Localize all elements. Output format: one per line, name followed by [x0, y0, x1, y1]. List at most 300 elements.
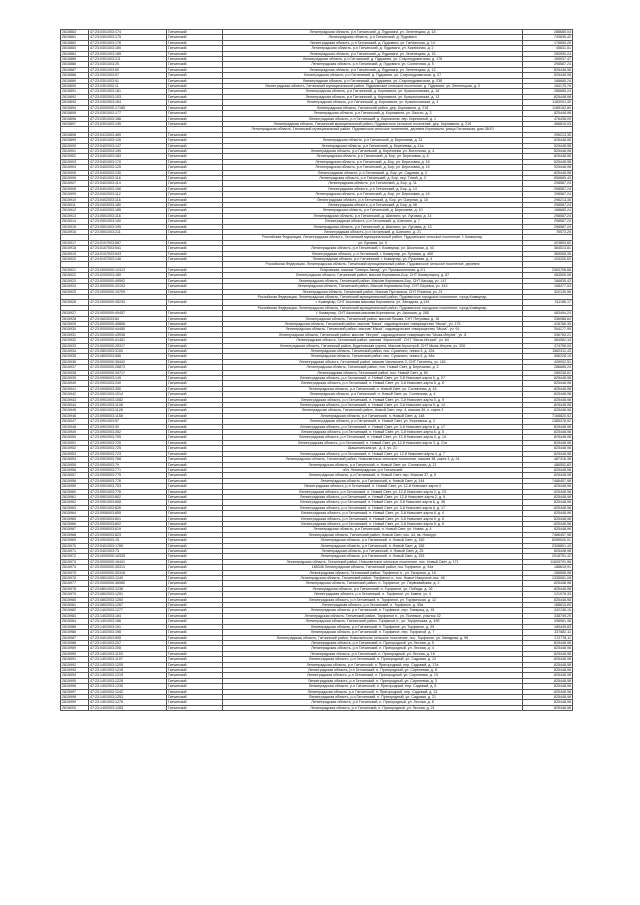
cell-district: Гатчинский [167, 473, 223, 478]
cell-cadastral-number: 47:24:0107003:146 [89, 257, 167, 262]
cell-district: Гатчинский [167, 397, 223, 402]
cell-address: Ленинградская область, р-н Гатчинский, п. Пригородный, ул. Сиреневая, д. 3 [223, 678, 523, 683]
cell-district: Гатчинский [167, 549, 223, 554]
cell-address: Ленинградская область, р-н Гатчинский, п. Новый Свет, д. 144 [223, 478, 523, 483]
cell-value: 525448,98 [523, 489, 573, 494]
cell-record-id: 2815940 [61, 381, 89, 386]
cell-value: 483494,24 [523, 311, 573, 316]
cell-record-id: 2815935 [61, 354, 89, 359]
cell-value: 825448,98 [523, 581, 573, 586]
cell-value: 121978,33 [523, 592, 573, 597]
cell-address: Ленинградская область, р-н Гатчинский, д. Шаглино, ул. Луговая, д. 13 [223, 224, 523, 229]
cell-cadastral-number: 47:23:0906003:819 [89, 527, 167, 532]
cell-value: 286685,24 [523, 365, 573, 370]
cell-value: 45631,51 [523, 46, 573, 51]
cell-cadastral-number: 47:23:0402003:125 [89, 165, 167, 170]
cell-address: Ленинградская область, Гатчинский муниципальный район, Пудомягское сельское поселение, деревня Корпикюля, улица Гатчинская, дом 36/10 [223, 127, 523, 132]
cell-address: Ленинградская область, Гатчинский район, дер. Корпикюля, д. 21б [223, 105, 523, 110]
cell-cadastral-number: 47:23:0802003:556 [89, 354, 167, 359]
cell-record-id: 2815976 [61, 576, 89, 581]
cell-address: Ленинградская область, р-н Гатчинский, п. Новый Свет, ул. 12-й Новосвет-карта 3, д. 14 [223, 435, 523, 440]
cell-record-id: 2815921 [61, 267, 89, 272]
cell-address: Российская Федерация, Ленинградская область, Гатчинский муниципальный район, Пудомягское городское поселение, город Коммунар, [223, 294, 523, 299]
cell-cadastral-number: 47:23:0301003:161 [89, 89, 167, 94]
cell-district: Гатчинский [167, 565, 223, 570]
cell-record-id: 2815925 [61, 289, 89, 294]
cell-district: Гатчинский [167, 678, 223, 683]
cell-district: Гатчинский [167, 311, 223, 316]
cell-district: Гатчинский [167, 289, 223, 294]
cell-cadastral-number: 47:23:0301003:211 [89, 57, 167, 62]
cell-record-id: 2815967 [61, 527, 89, 532]
cell-value: 825448,98 [523, 684, 573, 689]
cell-district: Гатчинский [167, 597, 223, 602]
cell-record-id: 2815887 [61, 67, 89, 72]
cell-record-id: 2815915 [61, 224, 89, 229]
cell-address: Российская Федерация, Ленинградская область, Гатчинский муниципальный район, Пудомягское сельское поселение, деревня [223, 262, 523, 267]
cell-record-id: 2815981 [61, 603, 89, 608]
cell-record-id: 2815958 [61, 478, 89, 483]
cell-district: Гатчинский [167, 181, 223, 186]
cell-record-id: 2815995 [61, 678, 89, 683]
cell-value: 298587,24 [523, 203, 573, 208]
cell-cadastral-number: 47:23:0501003:116 [89, 213, 167, 218]
cell-record-id: 2815973 [61, 559, 89, 564]
cell-cadastral-number: 47:23:0501003:150 [89, 219, 167, 224]
cell-value: 456228,15 [523, 354, 573, 359]
cell-cadastral-number: 47:23:0903003:725 [89, 446, 167, 451]
cell-value: 825448,98 [523, 705, 573, 710]
cell-address: Ленинградская область, р-н Гатчинский, п. Новый Свет, ул. 12-й Новосвет-карта 4 [223, 484, 523, 489]
cell-cadastral-number: 47:23:0412003:489 [89, 132, 167, 137]
cell-record-id: 2815914 [61, 219, 89, 224]
cell-value: 825448,98 [523, 111, 573, 116]
cell-record-id: 2815913 [61, 213, 89, 218]
cell-record-id: 2815960 [61, 489, 89, 494]
cell-value: 188615,91 [523, 565, 573, 570]
cell-address: Ленинградская область, р-н Гатчинский, д. Корпикюля, ул. Кузьмоловская, д. 3 [223, 100, 523, 105]
cell-district: Гатчинский [167, 332, 223, 337]
cell-cadastral-number: 47:23:0903003:768 [89, 457, 167, 462]
cell-address: Ленинградская область, р-н Гатчинский, д. Пудомяги, ул. Зеленецкая, д. 15 [223, 51, 523, 56]
cell-value: 825448,98 [523, 521, 573, 526]
cell-cadastral-number: 47:23:0000000:49457 [89, 311, 167, 316]
cell-district: Гатчинский [167, 94, 223, 99]
cell-value: 250590,24 [523, 51, 573, 56]
cell-cadastral-number: 47:23:0904003:79 [89, 462, 167, 467]
cell-value: 103200,63 [523, 257, 573, 262]
cell-district: Гатчинский [167, 84, 223, 89]
cell-value: 384582,34 [523, 338, 573, 343]
cell-district: Гатчинский [167, 57, 223, 62]
cell-value: 342138,15 [523, 608, 573, 613]
cell-address: Ленинградская область, Гатчинский район, Новосветское сельское поселение, пос. Торфяное, ул. Западная, д. 9б [223, 635, 523, 640]
table-row [61, 705, 573, 710]
cell-address: Ленинградская область, р-н Гатчинский, д. Бор, ул. Березовая, д. 16 [223, 192, 523, 197]
cell-value: 296213,35 [523, 197, 573, 202]
cell-address: Ленинградская область, р-н Гатчинский, п. Торфяное, ул. Победы, д. 26 [223, 586, 523, 591]
cell-district: Гатчинский [167, 213, 223, 218]
cell-value: 320130,98 [523, 289, 573, 294]
cell-cadastral-number: 47:23:0401003:595 [89, 635, 167, 640]
cell-address: г. Коммунар, СНТ Аксиома массива Корпикюля, ул. Аксиома, д. 285 [223, 311, 523, 316]
cell-cadastral-number: 47:23:1402003:184 [89, 613, 167, 618]
cell-district: Гатчинский [167, 154, 223, 159]
cell-cadastral-number: 47:23:0301003:186 [89, 116, 167, 121]
cell-address: Ленинградская область, р-н Гатчинский, д. Пудомяги, ул. Зеленецкая, д. 18 [223, 30, 523, 35]
cell-record-id: 2815983 [61, 613, 89, 618]
cell-value: 311186,17 [523, 300, 573, 305]
cell-record-id: 2815889 [61, 78, 89, 83]
cell-cadastral-number: 47:23:0000000:49592 [89, 278, 167, 283]
cell-record-id: 2815994 [61, 673, 89, 678]
cell-cadastral-number: 47:23:0901003:776 [89, 489, 167, 494]
cell-cadastral-number: 47:23:1401003:1276 [89, 700, 167, 705]
cell-value: 825448,98 [523, 446, 573, 451]
cell-record-id: 2815937 [61, 365, 89, 370]
cell-cadastral-number: 47:23:1401003:186 [89, 619, 167, 624]
cell-cadastral-number: 47:23:0901003:1014 [89, 392, 167, 397]
cell-value: 7486457,98 [523, 478, 573, 483]
cell-cadastral-number: 47:23:0000000:25317 [89, 343, 167, 348]
cell-cadastral-number: 47:23:1402003:191 [89, 624, 167, 629]
cell-cadastral-number: 47:23:0902003:705 [89, 435, 167, 440]
cell-cadastral-number: 47:23:0401003:170 [89, 159, 167, 164]
cell-district: Гатчинский [167, 376, 223, 381]
cell-value: 2308801,44 [523, 543, 573, 548]
cell-address: Ленинградская область, р-н Гатчинский, д. Бор, ул. Березовая, д. 16 [223, 159, 523, 164]
cell-district: Гатчинский [167, 392, 223, 397]
cell-district: Гатчинский [167, 684, 223, 689]
cell-value: 288685,24 [523, 89, 573, 94]
cell-value: 743635,42 [523, 35, 573, 40]
cell-cadastral-number: 47:23:0904003:15 [89, 538, 167, 543]
cell-value: 483505,08 [523, 273, 573, 278]
cell-value: 298587,24 [523, 213, 573, 218]
cell-cadastral-number: 47:23:0802003:1251 [89, 592, 167, 597]
cell-value: 1185152,80 [523, 105, 573, 110]
cell-address: Ленинградская область, р-н Гатчинский, п. Новый Свет, д. 148 [223, 413, 523, 418]
cell-district: Гатчинский [167, 246, 223, 251]
cell-address: Ленинградская область, Гатчинский район, массив "Агрострой", СНТ "Мыза-Ингрия", уч. 84 [223, 338, 523, 343]
cell-district: Гатчинский [167, 705, 223, 710]
cell-district: Гатчинский [167, 240, 223, 245]
cell-district: Гатчинский [167, 484, 223, 489]
cell-value: 856665,43 [523, 175, 573, 180]
cell-cadastral-number: 47:23:1402003:198 [89, 630, 167, 635]
cell-district: Гатчинский [167, 327, 223, 332]
cell-value: 825448,98 [523, 467, 573, 472]
cell-address: Ленинградская область, Гатчинский район, массив "Мыза", садоводческое товарищество "Мыза", уч. 175 [223, 321, 523, 326]
cell-cadastral-number: 47:23:0000000:41451 [89, 338, 167, 343]
cell-value: 825448,98 [523, 549, 573, 554]
cell-record-id: 2815901 [61, 148, 89, 153]
cell-cadastral-number: 47:23:0301003:174 [89, 30, 167, 35]
cell-record-id: 2815953 [61, 451, 89, 456]
cell-value: 825448,98 [523, 597, 573, 602]
cell-cadastral-number: 47:23:0501003:211 [89, 230, 167, 235]
cell-value: 825448,98 [523, 694, 573, 699]
cell-address: Ленинградская область, р-н Гатчинский, п. Пригородный, ул. Лесная, д. 16 [223, 651, 523, 656]
cell-cadastral-number: 47:23:0202003:189 [89, 273, 167, 278]
cell-cadastral-number: 47:23:0000000:28873 [89, 365, 167, 370]
cell-address: Ленинградская область, Гатчинский район, Массив Корпикюля-Бор, СНТ Березка, уч. 443 [223, 284, 523, 289]
cell-address: 188346 Ленинградская область, Гатчинский район, пос Торфяное, д. 94а [223, 565, 523, 570]
cell-address: Ленинградская область, р-н Гатчинский, п. Новый Свет, ул. 3-й Новосвет-карта 5, д. 6 [223, 516, 523, 521]
cell-record-id: 2815980 [61, 597, 89, 602]
cell-district: Гатчинский [167, 430, 223, 435]
cell-value: 476438,09 [523, 116, 573, 121]
cell-cadastral-number: 47:23:0301003:176 [89, 40, 167, 45]
cell-address: Ленинградская область, Гатчинский район, пос. Сусанино, линия 4, д. 84а [223, 354, 523, 359]
cell-district: Гатчинский [167, 132, 223, 137]
cell-district: Гатчинский [167, 159, 223, 164]
cell-cadastral-number: 47:23:0906003:823 [89, 532, 167, 537]
cell-record-id: 2815964 [61, 511, 89, 516]
cell-value: 825448,98 [523, 148, 573, 153]
cell-cadastral-number: 47:23:0302003:164 [89, 100, 167, 105]
cell-value: 158477,53 [523, 284, 573, 289]
cell-district: Гатчинский [167, 505, 223, 510]
cell-value: 825448,98 [523, 657, 573, 662]
cell-address: г. Коммунар, СНТ Аксиома массива Корпикюля, ул. Западная, д.134 [223, 300, 523, 305]
cell-cadastral-number: 47:23:0000000:36980 [89, 581, 167, 586]
cell-cadastral-number: 47:23:0402003:159 [89, 148, 167, 153]
cell-record-id: 2815895 [61, 111, 89, 116]
cell-district: Гатчинский [167, 494, 223, 499]
cell-cadastral-number: 47:23:1401003:207 [89, 640, 167, 645]
cell-cadastral-number: 47:23:0501003:195 [89, 224, 167, 229]
cell-record-id: 2815928 [61, 316, 89, 321]
cell-address: Шашичинская ул., д. 4, уч. 21 [223, 446, 523, 451]
cell-cadastral-number: 47:23:0905003:776 [89, 478, 167, 483]
cell-address: Ленинградская область, р-н Гатчинский, п. Новый Свет, ул. Солнечная, д. 21 [223, 462, 523, 467]
cell-cadastral-number: 47:23:1401003:1228 [89, 678, 167, 683]
cell-record-id: 2815902 [61, 154, 89, 159]
cell-district: Гатчинский [167, 224, 223, 229]
cell-cadastral-number: 47:23:0301003:190 [89, 121, 167, 126]
cell-cadastral-number: 47:23:0000000:44485 [89, 327, 167, 332]
cell-record-id: 2815961 [61, 494, 89, 499]
cell-value: 298587,24 [523, 181, 573, 186]
cell-address: Ленинградская область, р-н Гатчинский, п. Пригородный, ул. Сиреневая, д. 8 [223, 667, 523, 672]
cell-cadastral-number: 47:23:0302003:153 [89, 94, 167, 99]
cell-address: Ленинградская область, Гатчинский район, массив Чаплыгина-3, СНТ Гатчинец, уч. 181 [223, 359, 523, 364]
cell-record-id: 2815955 [61, 462, 89, 467]
cell-address: Ленинградская область, р-н Гатчинский, д. Березнева, д. 31 [223, 138, 523, 143]
cell-address: Ленинградская область, р-н Гатчинский, п. Пригородный, пер. Садовый, д. 13 [223, 689, 523, 694]
cell-record-id: 2815881 [61, 35, 89, 40]
cell-address: Ленинградская область, р-н Гатчинский, п. Пригородный, ул. Садовая, д. 21 [223, 694, 523, 699]
cell-record-id: 2815945 [61, 408, 89, 413]
cell-value: 166635,42 [523, 278, 573, 283]
cell-address: Ленинградская область, р-н Гатчинский, п. Новый Свет, д. 25 [223, 549, 523, 554]
cell-district: Гатчинский [167, 543, 223, 548]
cell-address: Ленинградская область, р-н Гатчинский, п. Новый Свет, ул. Новая, д. 4 [223, 527, 523, 532]
cell-cadastral-number: 47:23:0000000:45868 [89, 321, 167, 326]
cell-district: Гатчинский [167, 457, 223, 462]
cell-record-id: 2815882 [61, 40, 89, 45]
cell-record-id: 2815906 [61, 175, 89, 180]
cell-cadastral-number: 47:23:0000000:34717 [89, 370, 167, 375]
cell-record-id: 2815956 [61, 467, 89, 472]
cell-cadastral-number: 47:23:0901003:802 [89, 494, 167, 499]
cell-value: 825448,98 [523, 403, 573, 408]
cell-record-id: 2815904 [61, 165, 89, 170]
cell-record-id: 2815890 [61, 84, 89, 89]
cell-district: Гатчинский [167, 67, 223, 72]
cell-address: Ленинградская область, р-н Гатчинский, п. Новый Свет, ул. 3-й Новосвет-карта 6, д. 5 [223, 430, 523, 435]
cell-value: 825448,98 [523, 473, 573, 478]
cell-value: 825448,98 [523, 397, 573, 402]
cell-record-id: 2815926 [61, 300, 89, 305]
cell-value: 825448,98 [523, 159, 573, 164]
cell-address: Ленинградская область, р-н Гатчинский, д. Березнева, ул. Восточная, д. 4 [223, 148, 523, 153]
cell-district: Гатчинский [167, 646, 223, 651]
cell-value: 825448,98 [523, 678, 573, 683]
cell-district: Гатчинский [167, 640, 223, 645]
cell-district: Гатчинский [167, 251, 223, 256]
cell-record-id: 2815949 [61, 430, 89, 435]
cell-value: 825448,98 [523, 505, 573, 510]
cell-record-id: 2815932 [61, 338, 89, 343]
cell-record-id: 2815990 [61, 651, 89, 656]
cell-value: 825448,98 [523, 67, 573, 72]
cell-district: Гатчинский [167, 192, 223, 197]
cell-district: Гатчинский [167, 419, 223, 424]
cell-address: Ленинградская область, Гатчинский район, массив "Ингрия", садоводческое товарищество "Мыза-Ингрия", уч. 8 [223, 332, 523, 337]
cell-address: Ленинградская область, р-н Гатчинский, п. Новый Свет, ул. 3-й Новосвет-карта 6, д. 4 [223, 511, 523, 516]
cell-cadastral-number: 47:23:0401003:1765 [89, 543, 167, 548]
cell-address: Ленинградская область, р-н Гатчинский, п. Торфяное, пер. Товарищ, д. 15 [223, 608, 523, 613]
cell-cadastral-number: 47:23:1402003:1219 [89, 673, 167, 678]
cell-district: Гатчинский [167, 651, 223, 656]
cell-address: Ленинградская область, р-н Гатчинский, п. Новый Свет, ул. 3-й Новосвет-карта 6, д. 17 [223, 424, 523, 429]
cell-district: Гатчинский [167, 467, 223, 472]
cell-record-id: 2815884 [61, 51, 89, 56]
cell-cadastral-number: 47:23:0902003:30 [89, 424, 167, 429]
cell-address: Ленинградская область, р-н Гатчинский, п. Торфяное, д. 35а [223, 603, 523, 608]
cell-record-id: 2815985 [61, 624, 89, 629]
cell-value: 825448,98 [523, 494, 573, 499]
cell-record-id: 2815993 [61, 667, 89, 672]
cell-record-id: 2815998 [61, 694, 89, 699]
cell-address: Ленинградская область, Гатчинский муниципальный район, Пудомягское сельское поселение, д. Пудомяги, ул. Зеленецкая, д. 3 [223, 84, 523, 89]
cell-district: Гатчинский [167, 89, 223, 94]
cell-record-id: 2815943 [61, 397, 89, 402]
cell-cadastral-number: 47:23:0906003:350 [89, 386, 167, 391]
cell-cadastral-number: 47:23:1402003:1242 [89, 689, 167, 694]
cell-record-id: 2815950 [61, 435, 89, 440]
cell-district: Гатчинский [167, 689, 223, 694]
cell-address: Ленинградская область, р-н Гатчинский, д. Пудомяги, ул. Зеленецкая, д. 13 [223, 67, 523, 72]
cell-record-id: 2815936 [61, 359, 89, 364]
cell-value: 525448,98 [523, 138, 573, 143]
cell-record-id: 2815970 [61, 543, 89, 548]
cell-cadastral-number: 47:23:0401003:208 [89, 646, 167, 651]
cell-address: Ленинградская область, р-н Гатчинский, д. Шаглино, д. 7 [223, 219, 523, 224]
cell-cadastral-number: 47:23:0401003:116 [89, 175, 167, 180]
cell-value: 474756,00 [523, 343, 573, 348]
cell-cadastral-number: 47:23:0903003:723 [89, 451, 167, 456]
cell-address: Ленинградская область, р-н Гатчинский, г. Коммунар, ул. Школьная, д. 43 [223, 246, 523, 251]
cell-value: 825448,98 [523, 392, 573, 397]
cell-value: 288585,98 [523, 570, 573, 575]
cell-value: 7168820,92 [523, 413, 573, 418]
cell-district: Гатчинский [167, 316, 223, 321]
cell-record-id: 2815911 [61, 203, 89, 208]
cell-cadastral-number: 47:23:0901003:808 [89, 500, 167, 505]
cell-address: Ленинградская область, Гатчинский район, п. Торфяное, ул. Первомайская, д. 1 [223, 581, 523, 586]
cell-address: Ленинградская область, р-н Гатчинский, п. Торфяное, ул. Камня, уч. 4 [223, 592, 523, 597]
cell-district: Гатчинский [167, 197, 223, 202]
cell-district: Гатчинский [167, 635, 223, 640]
cell-record-id: 2815920 [61, 257, 89, 262]
cell-district: Гатчинский [167, 521, 223, 526]
cell-value: 825448,98 [523, 646, 573, 651]
cell-value: 825448,98 [523, 667, 573, 672]
cell-record-id: 2815962 [61, 500, 89, 505]
cell-address: Ленинградская область, р-н Гатчинский, п. Пригородный, ул. Сиреневая, д. 19 [223, 673, 523, 678]
cell-cadastral-number: 47:23:1402003:1230 [89, 684, 167, 689]
cell-value: 525448,98 [523, 73, 573, 78]
cell-record-id: 2815908 [61, 186, 89, 191]
cell-address: Ленинградская область, р-н Гатчинский, п. Новый Свет, ул. Березанка, д. 2 [223, 419, 523, 424]
cell-value: 168685,24 [523, 208, 573, 213]
cell-cadastral-number: 47:23:0000000:35442 [89, 359, 167, 364]
cell-district: Гатчинский [167, 570, 223, 575]
cell-address: Ленинградская область, Гатчинский район, Буденовская группа, Массив Агрострой, СНТ Мыза-Ингрия, уч. 326 [223, 343, 523, 348]
cell-cadastral-number: 47:23:0000000:30318 [89, 570, 167, 575]
cell-value: 298587,24 [523, 62, 573, 67]
cell-district: Гатчинский [167, 630, 223, 635]
cell-district: Гатчинский [167, 500, 223, 505]
cell-district: Гатчинский [167, 586, 223, 591]
cell-address: Ленинградская область, р-н Гатчинский, д. Бор, д. 14 [223, 186, 523, 191]
cell-address: Ленинградская область, р-н Гатчинский, п. Торфяное, пер. Торфяной, д. 7 [223, 630, 523, 635]
cell-address: Ленинградская область, р-н Гатчинский, п. Новый Свет, д. 153 [223, 554, 523, 559]
cell-value: 825448,98 [523, 689, 573, 694]
cell-record-id: 2815939 [61, 376, 89, 381]
cell-cadastral-number: 47:23:0301003:175 [89, 35, 167, 40]
cell-district: Гатчинский [167, 278, 223, 283]
cell-district: Гатчинский [167, 462, 223, 467]
cell-value: 426002,51 [523, 359, 573, 364]
cell-record-id: 2815900 [61, 143, 89, 148]
cell-record-id: 2815942 [61, 392, 89, 397]
cell-record-id: 2815919 [61, 251, 89, 256]
cell-record-id: 2815968 [61, 532, 89, 537]
cell-address: обл. Ленинградская, р-н Гатчинский [223, 467, 523, 472]
cell-cadastral-number: 47:23:0000000:20193 [89, 284, 167, 289]
cell-cadastral-number: 47:23:0402003:112 [89, 192, 167, 197]
cell-record-id: 2815899 [61, 138, 89, 143]
cell-record-id: 2815972 [61, 554, 89, 559]
cell-district: Гатчинский [167, 694, 223, 699]
cell-value: 487316,38 [523, 457, 573, 462]
cell-record-id: 2815898 [61, 132, 89, 137]
cell-district: Гатчинский [167, 538, 223, 543]
cell-district: Гатчинский [167, 365, 223, 370]
cell-address: Ленинградская область, р-н Гатчинский, п. Новый Свет, ул. 3-й Новосвет-карта 5, д. 8 [223, 521, 523, 526]
cell-district: Гатчинский [167, 554, 223, 559]
cell-record-id: 2816000 [61, 705, 89, 710]
cell-cadastral-number: 47:23:0401003:106 [89, 186, 167, 191]
cell-district: Гатчинский [167, 511, 223, 516]
cell-record-id: 2815947 [61, 419, 89, 424]
cell-district: Гатчинский [167, 446, 223, 451]
cell-address: Ленинградская область, р-н Гатчинский, д. Пудомяги, ул. Гатчинская, д. 14 [223, 40, 523, 45]
